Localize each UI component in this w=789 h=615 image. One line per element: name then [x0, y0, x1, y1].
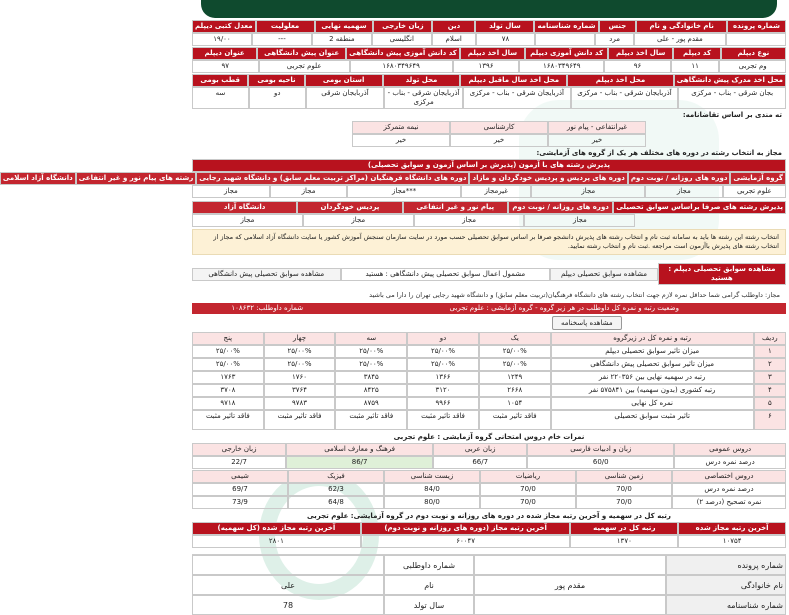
value-diploma-type: وم تجربی: [719, 60, 786, 73]
results-cell: ۲۵/۰۰%: [335, 345, 407, 358]
scores-title-row: [192, 432, 786, 443]
results-cell: ۹۷۸۳: [264, 397, 336, 410]
general-label-2: درصد نمره درس: [674, 456, 786, 469]
personal-info-labels: [192, 20, 786, 33]
interest-value-0: خیر: [548, 134, 646, 147]
special-value2-1: 70/0: [480, 496, 576, 509]
results-cell: فاقد تاثیر مثبت: [479, 410, 551, 430]
results-row-number: ۱: [754, 345, 786, 358]
allowed-subtitle-row: [192, 159, 786, 172]
results-cell: ۲۵/۰۰%: [192, 358, 264, 371]
label-prev-year-place: محل اخذ سال ماقبل دیپلم: [460, 74, 567, 87]
bottom-label-name: نام: [384, 575, 474, 595]
results-row: [192, 384, 786, 397]
label-gpa: معدل کتبی دیپلم: [192, 20, 256, 33]
bottom-value-applicant: [192, 555, 384, 575]
preuni-status: مشمول اعمال سوابق تحصیلی پیش دانشگاهی : هستید: [341, 268, 551, 281]
farhangian-notice: مجاز: داوطلب گرامی شما حداقل نمره لازم جهت انتخاب رشته های دانشگاه فرهنگیان(تربیت معلم سابق) و دانشگاه شهید رجایی تهران را دارا می باشید: [192, 288, 786, 303]
label-religion: دین: [432, 20, 475, 33]
special-head-0: زمین شناسی: [576, 470, 672, 483]
interest-value-2: خیر: [352, 134, 450, 147]
results-cell: ۲۵/۰۰%: [479, 358, 551, 371]
interest-values: [192, 134, 786, 147]
special-value-4: 69/7: [192, 483, 288, 496]
sabeghe-values: [192, 214, 786, 227]
results-head-3: سه: [335, 332, 407, 345]
general-value-0: 60/0: [527, 456, 674, 469]
value-student-code: ۱۶۸۰۳۴۹۶۴۹: [519, 60, 604, 73]
rank-head-3: آخرین رتبه مجاز شده (کل سهمیه): [192, 522, 361, 535]
results-cell: ۸۴۲۵: [335, 384, 407, 397]
value-preuni-title: علوم تجربی: [259, 60, 350, 73]
interest-labels: [192, 121, 786, 134]
bottom-label-id: شماره شناسنامه: [666, 595, 786, 615]
results-cell: ۱۰۵۴: [479, 397, 551, 410]
results-row: [192, 410, 786, 430]
label-quota: سهمیه نهایی: [315, 20, 374, 33]
value-file-no: [726, 33, 786, 46]
results-cell: ۲۶۶۸: [479, 384, 551, 397]
allowed-label-pardis: دوره های پردیس و پردیس خودگردان و مازاد: [469, 172, 627, 185]
value-preuni-code: ۱۶۸۰۳۴۹۶۴۹: [350, 60, 453, 73]
view-preuni-button[interactable]: مشاهده سوابق تحصیلی پیش دانشگاهی: [192, 268, 341, 281]
general-head-1: زبان عربی: [433, 443, 527, 456]
label-gender: جنس: [599, 20, 637, 33]
general-head-3: زبان خارجی: [192, 443, 286, 456]
allowed-labels: [2, 172, 786, 185]
sabeghe-subtitle: پذیرش رشته های صرفا براساس سوابق تحصیلی: [613, 201, 786, 214]
value-diploma-code: ۱۱: [671, 60, 719, 73]
results-row: [192, 371, 786, 384]
interest-label-1: کارشناسی: [450, 121, 548, 134]
results-cell: ۲۵/۰۰%: [264, 358, 336, 371]
results-row: [192, 397, 786, 410]
label-birth-year: سال تولد: [475, 20, 534, 33]
history-bar: [192, 263, 786, 285]
allowed-label-azad: دانشگاه آزاد اسلامی: [0, 172, 76, 185]
results-cell: ۱۲۴۹: [479, 371, 551, 384]
allowed-label-group: گروه آزمایشی: [730, 172, 786, 185]
results-cell: ۱۳۶۶: [407, 371, 479, 384]
allowed-title: مجاز به انتخاب رشته در دوره های مختلف هر یک از گروه های آزمایشی:: [536, 149, 782, 157]
results-cell: ۱۷۶۰: [264, 371, 336, 384]
label-native-region: ناحیه بومی: [248, 74, 304, 87]
results-cell: ۳۸۴۵: [335, 371, 407, 384]
allowed-subtitle: پذیرش رشته های با آزمون (پذیرش بر اساس آزمون و سوابق تحصیلی): [192, 159, 786, 172]
bottom-label-applicant: شماره داوطلبی: [384, 555, 474, 575]
special-values-2: [192, 496, 786, 509]
general-head-0: زبان و ادبیات فارسی: [527, 443, 674, 456]
allowed-value-azad: مجاز: [192, 185, 270, 198]
value-birth-place: آذربایجان شرقی - بناب - مرکزی: [384, 87, 463, 109]
rank-value-2: ۶۰۰۴۷: [361, 535, 571, 548]
general-label: دروس عمومی: [674, 443, 786, 456]
bottom-label-lastname: نام خانوادگی: [666, 575, 786, 595]
label-diploma-title: عنوان دیپلم: [192, 47, 257, 60]
special-values: [192, 483, 786, 496]
value-fullname: مقدم پور - علی: [634, 33, 726, 46]
allowed-value-group: علوم تجربی: [723, 185, 786, 198]
rank-values: [192, 535, 786, 548]
special-label: دروس اختصاصی: [672, 470, 786, 483]
general-value-2: 86/7: [286, 456, 433, 469]
label-preuni-title: عنوان پیش دانشگاهی: [257, 47, 346, 60]
bottom-value-lastname: مقدم پور: [474, 575, 666, 595]
results-cell: فاقد تاثیر مثبت: [264, 410, 336, 430]
label-birth-place: محل تولد: [383, 74, 461, 87]
special-value2-3: 64/8: [288, 496, 384, 509]
allowed-value-daily: مجاز: [645, 185, 723, 198]
results-cell: ۹۹۶۶: [407, 397, 479, 410]
sabeghe-label-2: پردیس خودگردان: [297, 201, 402, 214]
special-head-2: زیست شناسی: [384, 470, 480, 483]
results-title: وضعیت رتبه و نمره کل داوطلب در هر زیر گروه - گروه آزمایشی : علوم تجربی: [449, 304, 679, 312]
results-body: [192, 345, 786, 430]
sabeghe-label-0: دوره های روزانه / نوبت دوم: [508, 201, 613, 214]
results-row-number: ۳: [754, 371, 786, 384]
results-row: [192, 345, 786, 358]
results-cell: فاقد تاثیر مثبت: [335, 410, 407, 430]
value-disability: ---: [252, 33, 312, 46]
results-head-n: ردیف: [754, 332, 786, 345]
bottom-value-file: [474, 555, 666, 575]
rank-value-3: ۲۸۰۱: [192, 535, 361, 548]
rank-value-0: ۱۰۷۵۴: [678, 535, 786, 548]
bottom-value-id: [474, 595, 666, 615]
general-heads: [192, 443, 786, 456]
label-file-no: شماره پرونده: [727, 20, 786, 33]
value-diploma-year-2: ۱۳۹۶: [453, 60, 520, 73]
bottom-value-name: علی: [192, 575, 384, 595]
results-title-row: [192, 303, 786, 314]
history-right-label: مشاهده سوابق تحصیلی دیپلم : هستید: [658, 263, 786, 285]
special-value2-0: 70/0: [576, 496, 672, 509]
value-id-number: [535, 33, 595, 46]
results-row-title: رتبه در سهمیه نهایی بین ۲۲۰۳۵۶ نفر: [551, 371, 754, 384]
label-student-code: کد دانش آموزی دیپلم: [525, 47, 608, 60]
label-native-pole: قطب بومی: [192, 74, 248, 87]
rank-title: رتبه کل در سهمیه و آخرین رتبه مجاز شده در دوره های روزانه و نوبت دوم در گروه آزمایشی: علوم تجربی: [307, 512, 671, 520]
results-row-title: میزان تاثیر سوابق تحصیلی پیش دانشگاهی: [551, 358, 754, 371]
diploma-info-labels: [192, 47, 786, 60]
results-cell: ۹۷۱۸: [192, 397, 264, 410]
special-label-2: درصد نمره درس: [672, 483, 786, 496]
sabeghe-value-3: مجاز: [192, 214, 303, 227]
allowed-label-daily: دوره های روزانه / نوبت دوم: [628, 172, 731, 185]
general-values: [192, 456, 786, 469]
diploma-info-values: [192, 60, 786, 73]
general-value-1: 66/7: [433, 456, 527, 469]
sabeghe-value-0: مجاز: [524, 214, 635, 227]
rank-title-row: [192, 511, 786, 522]
bottom-info: [192, 554, 786, 615]
label-diploma-code: کد دیپلم: [673, 47, 720, 60]
label-diploma-year: سال اخذ دیپلم: [608, 47, 673, 60]
label-diploma-place: محل اخذ دیپلم: [567, 74, 674, 87]
sabeghe-label-1: پیام نور و غیر انتفاعی: [403, 201, 508, 214]
interest-title: ته مندی بر اساس تقاضانامه:: [682, 111, 782, 119]
value-diploma-year: ۹۶: [604, 60, 671, 73]
results-cell: ۲۵/۰۰%: [335, 358, 407, 371]
personal-info-values: [192, 33, 786, 46]
results-row-number: ۲: [754, 358, 786, 371]
results-row-number: ۶: [754, 410, 786, 430]
rank-head-0: آخرین رتبه مجاز شده: [678, 522, 786, 535]
interest-label-0: غیرانتفاعی - پیام نور: [548, 121, 646, 134]
allowed-value-pardis: مجاز: [531, 185, 645, 198]
results-row: [192, 358, 786, 371]
results-cell: ۲۵/۰۰%: [407, 358, 479, 371]
label-preuni-place: محل اخذ مدرک پیش دانشگاهی: [674, 74, 786, 87]
allowed-values: [192, 185, 786, 198]
rank-heads: [192, 522, 786, 535]
value-native-region: دو: [249, 87, 306, 109]
label-preuni-code: کد دانش آموزی پیش دانشگاهی: [346, 47, 460, 60]
results-cell: ۲۵/۰۰%: [264, 345, 336, 358]
bottom-label-birth: سال تولد: [384, 595, 474, 615]
results-cell: ۲۵/۰۰%: [192, 345, 264, 358]
interest-label-2: نیمه متمرکز: [352, 121, 450, 134]
results-row-number: ۴: [754, 384, 786, 397]
value-prev-year-place: آذربایجان شرقی - بناب - مرکزی: [463, 87, 571, 109]
top-banner: [201, 0, 777, 18]
label-diploma-year-2: سال اخذ دیپلم: [460, 47, 525, 60]
special-value-1: 70/0: [480, 483, 576, 496]
rank-value-1: ۱۳۷۰: [570, 535, 678, 548]
results-cell: فاقد تاثیر مثبت: [407, 410, 479, 430]
results-head-1: یک: [479, 332, 551, 345]
value-birth-year: ۷۸: [476, 33, 536, 46]
allowed-label-payamnoor: رشته های پیام نور و غیر انتفاعی: [76, 172, 197, 185]
results-cell: ۸۷۵۹: [335, 397, 407, 410]
results-row-title: میزان تاثیر سوابق تحصیلی دیپلم: [551, 345, 754, 358]
view-diploma-button[interactable]: مشاهده سوابق تحصیلی دیپلم: [550, 268, 658, 281]
allowed-label-farhangian: دوره های دانشگاه فرهنگیان (مراکز تربیت معلم سابق) و دانشگاه شهید رجایی: [196, 172, 469, 185]
results-applicant-no: شماره داوطلب: ۱۰۸۶۳۲: [231, 304, 304, 312]
label-fullname: نام خانوادگی و نام: [636, 20, 727, 33]
label-disability: معلولیت: [256, 20, 315, 33]
results-cell: ۳۱۲۰: [407, 384, 479, 397]
allowed-value-farhangian-1: غیرمجاز: [461, 185, 532, 198]
value-language: انگلیسی: [372, 33, 432, 46]
karnameh-sheet: [2, 20, 786, 610]
value-quota: منطقه 2: [312, 33, 372, 46]
value-diploma-place: آذربایجان شرقی - بناب - مرکزی: [571, 87, 679, 109]
sabeghe-label-3: دانشگاه آزاد: [192, 201, 297, 214]
results-head: [192, 332, 786, 345]
special-label-3: نمره تصحیح (درصد ۲): [672, 496, 786, 509]
sabeghe-value-2: مجاز: [303, 214, 414, 227]
value-native-province: آذربایجان شرقی: [306, 87, 385, 109]
allowed-value-payamnoor: مجاز: [270, 185, 348, 198]
value-native-pole: سه: [192, 87, 249, 109]
results-head-4: چهار: [264, 332, 336, 345]
special-value2-2: 80/0: [384, 496, 480, 509]
location-info-labels: [192, 74, 786, 87]
special-value-3: 62/3: [288, 483, 384, 496]
sabeghe-value-1: مجاز: [414, 214, 525, 227]
location-info-values: [192, 87, 786, 109]
scores-title: نمرات خام دروس امتحانی گروه آزمایشی : علوم تجربی: [393, 433, 585, 441]
special-value2-4: 73/9: [192, 496, 288, 509]
general-value-3: 22/7: [192, 456, 286, 469]
bottom-value-birth: 78: [192, 595, 384, 615]
value-religion: اسلام: [432, 33, 476, 46]
interest-value-1: خیر: [450, 134, 548, 147]
results-row-number: ۵: [754, 397, 786, 410]
special-head-1: ریاضیات: [480, 470, 576, 483]
value-gender: مرد: [595, 33, 633, 46]
general-head-2: فرهنگ و معارف اسلامی: [286, 443, 433, 456]
rank-head-1: رتبه کل در سهمیه: [570, 522, 678, 535]
rank-head-2: آخرین رتبه مجاز (دوره های روزانه و نوبت دوم): [361, 522, 571, 535]
value-diploma-title: ۹۷: [192, 60, 259, 73]
results-row-title: نمره کل نهایی: [551, 397, 754, 410]
selection-notice: انتخاب رشته این رشته ها باید به سامانه ثبت نام و انتخاب رشته های پذیرش دانشجو صرفا بر اساس سوابق تحصیلی حسب مورد در سایت سازمان سنجش آموزش کشور یا سایت دانشگاه آزاد اسلامی که مجاز از انتخاب رشته های پذیرش باآزمون است مراجعه .ثبت نام و انتخاب رشته نمایید.: [192, 229, 786, 255]
results-cell: ۳۷۶۴: [264, 384, 336, 397]
results-cell: ۲۵/۰۰%: [479, 345, 551, 358]
results-cell: ۳۷۰۸: [192, 384, 264, 397]
label-native-province: استان بومی: [305, 74, 383, 87]
bottom-label-file: شماره پرونده: [666, 555, 786, 575]
special-heads: [192, 470, 786, 483]
special-head-4: شیمی: [192, 470, 288, 483]
results-row-title: تاثیر مثبت سوابق تحصیلی: [551, 410, 754, 430]
special-value-0: 70/0: [576, 483, 672, 496]
special-value-2: 84/0: [384, 483, 480, 496]
results-cell: ۱۷۶۳: [192, 371, 264, 384]
view-answersheet-button[interactable]: مشاهده پاسخنامه: [552, 316, 622, 330]
results-head-5: پنج: [192, 332, 264, 345]
sabeghe-row: [192, 201, 786, 214]
allowed-value-farhangian-2: ***مجاز: [347, 185, 461, 198]
sabeghe-spacer: [635, 214, 786, 227]
results-cell: ۲۵/۰۰%: [407, 345, 479, 358]
label-id-number: شماره شناسنامه: [534, 20, 598, 33]
label-language: زبان خارجی: [373, 20, 432, 33]
results-head-title: رتبه و نمره کل در زیرگروه: [551, 332, 754, 345]
results-head-2: دو: [407, 332, 479, 345]
results-cell: فاقد تاثیر مثبت: [192, 410, 264, 430]
results-row-title: رتبه کشوری (بدون سهمیه) بین ۵۷۵۸۴۱ نفر: [551, 384, 754, 397]
answer-row: [192, 314, 786, 332]
label-diploma-type: نوع دیپلم: [721, 47, 786, 60]
value-preuni-place: بجان شرقی - بناب - مرکزی: [678, 87, 786, 109]
special-head-3: فیزیک: [288, 470, 384, 483]
value-gpa: ۱۹/۰۰: [192, 33, 252, 46]
